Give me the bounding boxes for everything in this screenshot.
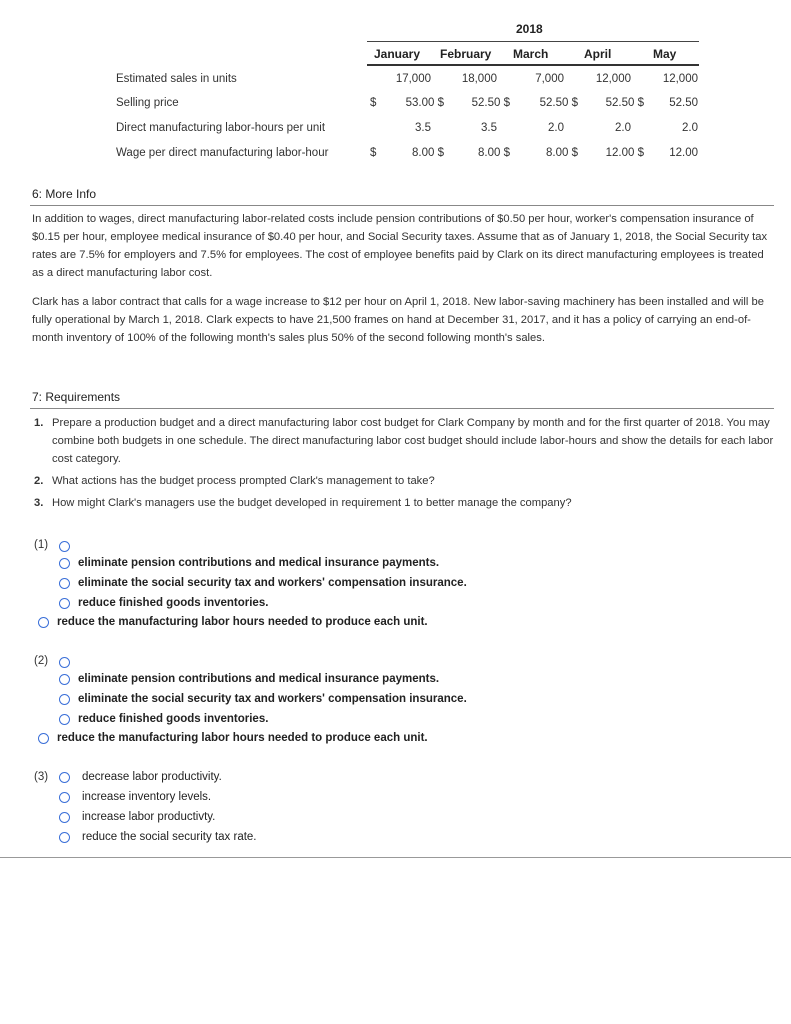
radio-option[interactable] [59,713,268,725]
radio-circle-icon[interactable] [59,674,70,685]
table-cell: 2.0 [548,122,564,134]
table-cell: 17,000 [395,73,431,85]
column-header-january: January [374,47,421,61]
requirement-number: 1. [34,417,44,429]
table-cell: 12,000 [662,73,698,85]
radio-blank-option[interactable] [59,657,70,668]
question-label: (3) [34,771,49,783]
option-label: reduce the manufacturing labor hours needed to produce each unit. [57,732,428,744]
option-label: increase inventory levels. [82,791,212,803]
radio-circle-icon[interactable] [59,694,70,705]
table-cell: 53.00 $ [405,97,444,109]
radio-circle-icon[interactable] [59,714,70,725]
requirement-number: 2. [34,475,44,487]
column-header-march: March [513,47,549,61]
requirements-divider [30,408,774,409]
question-label: (2) [34,655,49,667]
radio-option[interactable] [59,811,215,823]
radio-blank-option[interactable] [59,541,70,552]
row-label-selling-price: Selling price [116,97,179,109]
radio-circle-icon[interactable] [38,733,49,744]
dollar-sign: $ [370,147,377,159]
question-label: (1) [34,539,49,551]
radio-circle-icon[interactable] [59,598,70,609]
more-info-title: 6: More Info [32,187,97,201]
table-cell: 52.50 $ [471,97,510,109]
option-label: reduce the manufacturing labor hours needed to produce each unit. [57,616,428,628]
radio-circle-icon[interactable] [59,832,70,843]
table-cell: 52.50 $ [605,97,644,109]
table-cell: 2.0 [682,122,698,134]
page-bottom-divider [0,857,791,858]
table-cell: 12.00 [669,147,698,159]
radio-option[interactable] [59,771,222,783]
requirement-text: What actions has the budget process prompted Clark's management to take? [52,475,435,487]
header-divider [367,41,699,42]
radio-option[interactable] [59,673,439,685]
header-underline [367,64,699,66]
dollar-sign: $ [370,97,377,109]
option-label: reduce finished goods inventories. [78,597,269,609]
requirement-item [34,414,774,468]
radio-option[interactable] [38,732,428,744]
radio-option[interactable] [59,597,268,609]
radio-option[interactable] [59,577,467,589]
table-cell: 7,000 [535,73,564,85]
table-cell: 8.00 $ [412,147,444,159]
more-info-paragraph-1: In addition to wages, direct manufacturing labor-related costs include pension contributions of $0.50 per hour, worker's compensation insurance of $0.15 per hour, employee medical insurance of $0.40 per hour, and Social Security taxes. Assume that as of January 1, 2018, the Social Security tax rates are 7.5% for employers and 7.5% for employees. The cost of employee benefits paid by Clark on its direct manufacturing employees is treated as a direct manufacturing labor cost. [32,213,768,279]
radio-circle-icon[interactable] [59,772,70,783]
table-year-header: 2018 [516,22,543,36]
radio-option[interactable] [59,557,439,569]
column-header-may: May [653,47,677,61]
radio-option[interactable] [59,791,211,803]
requirement-number: 3. [34,497,44,509]
table-cell: 3.5 [481,122,497,134]
radio-option[interactable] [59,831,257,843]
more-info-paragraph-2: Clark has a labor contract that calls for a wage increase to $12 per hour on April 1, 2018. New labor-saving machinery has been installed and will be fully operational by March 1, 2018. Clark expects to have 21,500 frames on hand at December 31, 2017, and it has a policy of carrying an end-of-month inventory of 100% of the following month's sales plus 50% of the second following month's sales. [32,296,764,344]
column-header-february: February [440,47,492,61]
requirement-item [34,472,774,490]
option-label: increase labor productivty. [82,811,216,823]
table-cell: 3.5 [415,122,431,134]
radio-circle-icon[interactable] [38,617,49,628]
row-label-wage: Wage per direct manufacturing labor-hour [116,147,329,159]
option-label: reduce the social security tax rate. [82,831,257,843]
requirement-item [34,494,774,512]
option-label: eliminate pension contributions and medical insurance payments. [78,557,440,569]
option-label: decrease labor productivity. [82,771,222,783]
radio-circle-icon[interactable] [59,558,70,569]
radio-circle-icon[interactable] [59,812,70,823]
requirement-text: Prepare a production budget and a direct manufacturing labor cost budget for Clark Company by month and for the first quarter of 2018. You may combine both budgets in one schedule. The direct manufacturing labor cost budget should include labor-hours and show the details for each labor cost category. [52,417,774,465]
radio-circle-icon[interactable] [59,578,70,589]
radio-circle-icon[interactable] [59,792,70,803]
table-cell: 52.50 [669,97,698,109]
radio-option[interactable] [38,616,428,628]
table-cell: 8.00 $ [478,147,510,159]
column-header-april: April [584,47,612,61]
option-label: reduce finished goods inventories. [78,713,269,725]
table-cell: 12.00 $ [605,147,644,159]
more-info-divider [30,205,774,206]
row-label-sales-units: Estimated sales in units [116,73,237,85]
table-cell: 2.0 [615,122,631,134]
option-label: eliminate the social security tax and workers' compensation insurance. [78,693,467,705]
option-label: eliminate pension contributions and medical insurance payments. [78,673,440,685]
table-cell: 52.50 $ [539,97,578,109]
table-cell: 12,000 [595,73,631,85]
radio-option[interactable] [59,693,467,705]
table-cell: 8.00 $ [546,147,578,159]
requirements-title: 7: Requirements [32,390,121,404]
table-cell: 18,000 [461,73,497,85]
row-label-labor-hours: Direct manufacturing labor-hours per unit [116,122,326,134]
requirement-text: How might Clark's managers use the budget developed in requirement 1 to better manage the company? [52,497,572,509]
option-label: eliminate the social security tax and workers' compensation insurance. [78,577,467,589]
